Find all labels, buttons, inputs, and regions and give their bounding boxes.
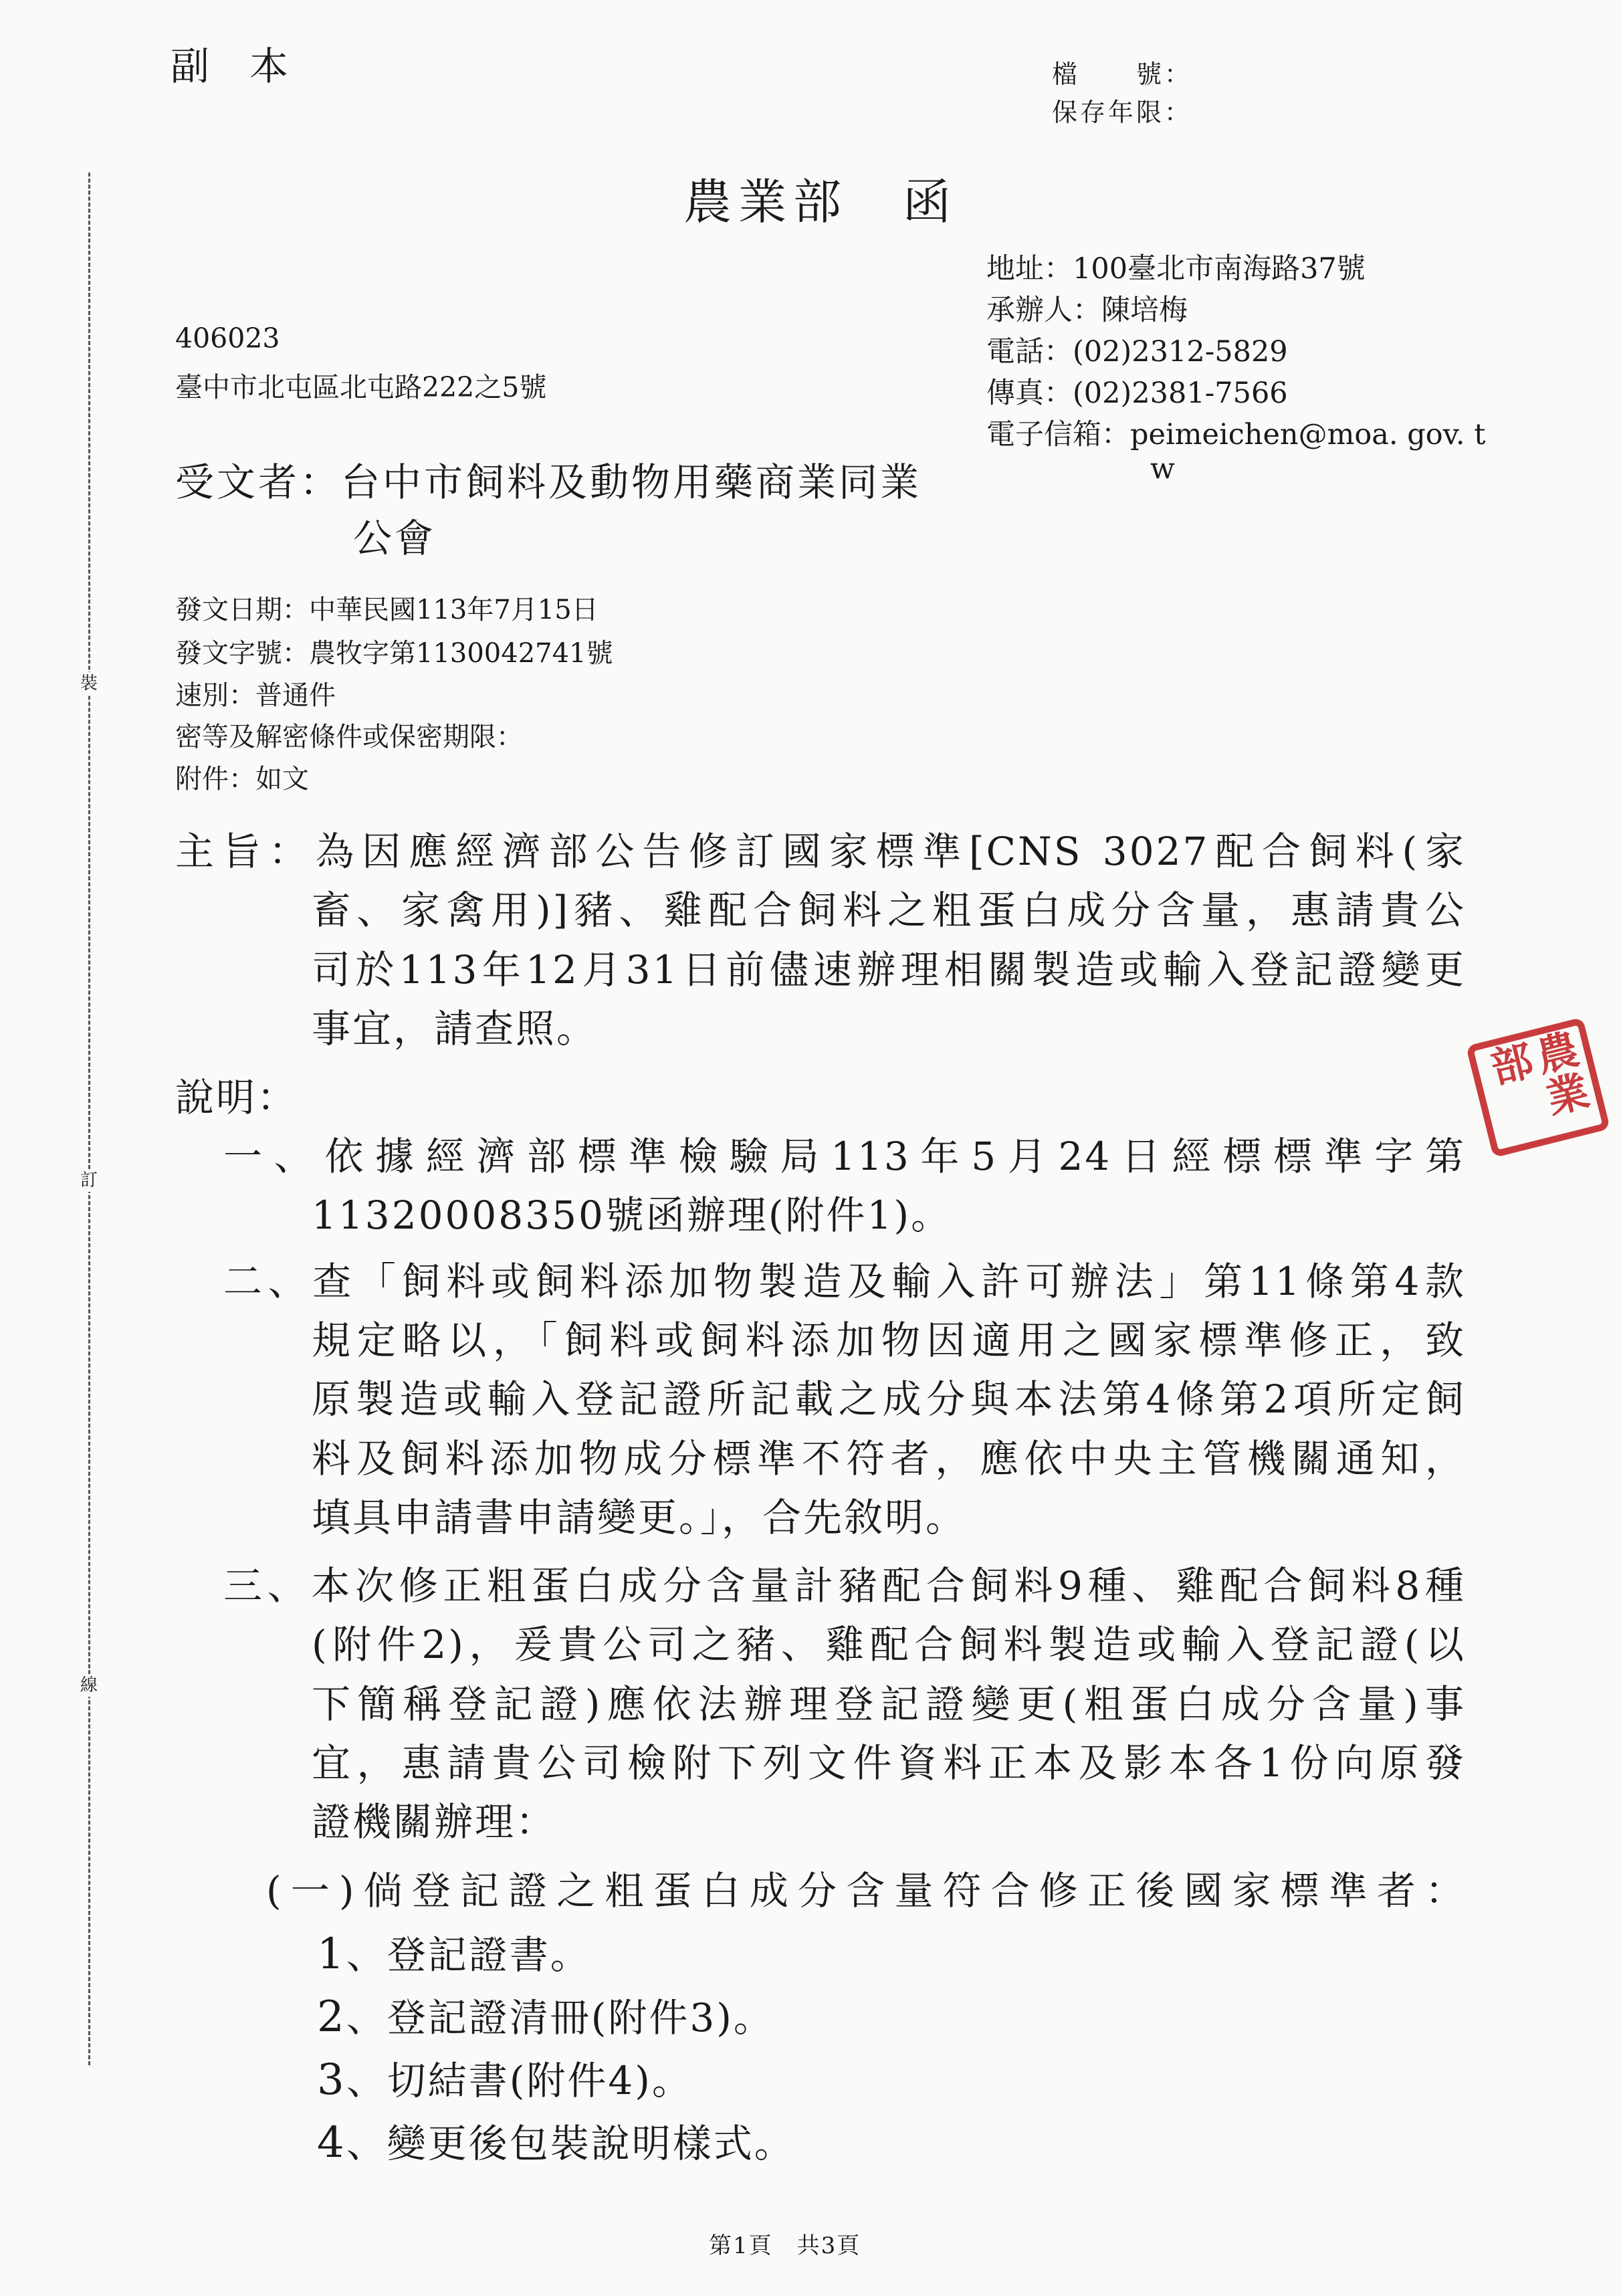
- fax: 傳真：(02)2381-7566: [986, 377, 1288, 410]
- subject-line-4: 事宜，請查照。: [312, 1006, 598, 1051]
- item-1-line-1: 一、依據經濟部標準檢驗局113年5月24日經標標準字第: [223, 1134, 1466, 1179]
- receiver-line-2: 公會: [353, 516, 437, 561]
- item-3-line-5: 證機關辦理：: [312, 1799, 557, 1845]
- explanation-heading: 說明：: [175, 1075, 298, 1120]
- list-item-text: 、登記證清冊(附件3)。: [346, 1995, 774, 2041]
- list-item-number: 2: [317, 1992, 346, 2042]
- sub-item-1: (一)倘登記證之粗蛋白成分含量符合修正後國家標準者：: [266, 1868, 1466, 1913]
- speed-class: 速別：普通件: [175, 680, 336, 711]
- receiver-line-1: 受文者：台中市飼料及動物用藥商業同業: [175, 459, 922, 505]
- item-3-line-1: 三、本次修正粗蛋白成分含量計豬配合飼料9種、雞配合飼料8種: [223, 1563, 1466, 1608]
- email: 電子信箱：peimeichen@moa. gov. t: [986, 418, 1486, 451]
- page-number: 第1頁 共3頁: [709, 2232, 861, 2259]
- item-3-line-2: (附件2)，爰貴公司之豬、雞配合飼料製造或輸入登記證(以: [312, 1622, 1466, 1667]
- item-2-line-5: 填具申請書申請變更。」，合先敘明。: [312, 1495, 967, 1540]
- document-number: 發文字號：農牧字第1130042741號: [175, 638, 613, 669]
- copy-label: 副本: [171, 43, 329, 89]
- list-item: [317, 1923, 591, 1980]
- binding-char-zhuang: 裝: [78, 672, 100, 695]
- recipient-postal-code: 406023: [175, 322, 280, 354]
- list-item: [317, 2049, 693, 2105]
- sender-address: 地址：100臺北市南海路37號: [986, 252, 1366, 286]
- item-1-line-2: 11320008350號函辦理(附件1)。: [312, 1192, 952, 1238]
- item-2-line-4: 料及飼料添加物成分標準不符者，應依中央主管機關通知，: [312, 1436, 1466, 1481]
- item-3-line-4: 宜，惠請貴公司檢附下列文件資料正本及影本各1份向原發: [312, 1740, 1466, 1786]
- recipient-street: 臺中市北屯區北屯路222之5號: [175, 371, 547, 403]
- seal-text: 農業部: [1479, 1026, 1594, 1122]
- item-2-line-3: 原製造或輸入登記證所記載之成分與本法第4條第2項所定飼: [312, 1376, 1466, 1422]
- subject-line-3: 司於113年12月31日前儘速辦理相關製造或輸入登記證變更: [312, 947, 1466, 993]
- list-item: [317, 1986, 774, 2043]
- officer: 承辦人：陳培梅: [986, 294, 1188, 327]
- secrecy-level: 密等及解密條件或保密期限：: [175, 722, 523, 752]
- list-item-text: 、登記證書。: [346, 1932, 591, 1978]
- list-item-number: 3: [317, 2055, 346, 2105]
- list-item: [317, 2112, 795, 2168]
- official-seal: [1466, 1017, 1610, 1158]
- file-number-label: 檔 號：: [1052, 60, 1193, 89]
- list-item-number: 4: [317, 2118, 346, 2168]
- subject-line-2: 畜、家禽用)]豬、雞配合飼料之粗蛋白成分含量，惠請貴公: [312, 888, 1466, 933]
- phone: 電話：(02)2312-5829: [986, 335, 1288, 369]
- binding-char-xian: 線: [78, 1674, 100, 1697]
- list-item-text: 、切結書(附件4)。: [346, 2058, 693, 2103]
- document-title: 農業部 函: [683, 174, 958, 230]
- issue-date: 發文日期：中華民國113年7月15日: [175, 595, 599, 625]
- list-item-text: 、變更後包裝說明樣式。: [346, 2121, 795, 2166]
- binding-char-ding: 訂: [78, 1169, 100, 1192]
- list-item-number: 1: [317, 1929, 346, 1979]
- email-continued: w: [1150, 452, 1175, 486]
- item-3-line-3: 下簡稱登記證)應依法辦理登記證變更(粗蛋白成分含量)事: [312, 1681, 1466, 1727]
- binding-line: [88, 173, 90, 2065]
- item-2-line-2: 規定略以，「飼料或飼料添加物因適用之國家標準修正，致: [312, 1318, 1466, 1363]
- attachment-note: 附件：如文: [175, 764, 309, 795]
- item-2-line-1: 二、查「飼料或飼料添加物製造及輸入許可辦法」第11條第4款: [223, 1259, 1466, 1304]
- retention-period-label: 保存年限：: [1052, 98, 1193, 127]
- subject-line-1: 主旨：為因應經濟部公告修訂國家標準[CNS 3027配合飼料(家: [175, 829, 1466, 874]
